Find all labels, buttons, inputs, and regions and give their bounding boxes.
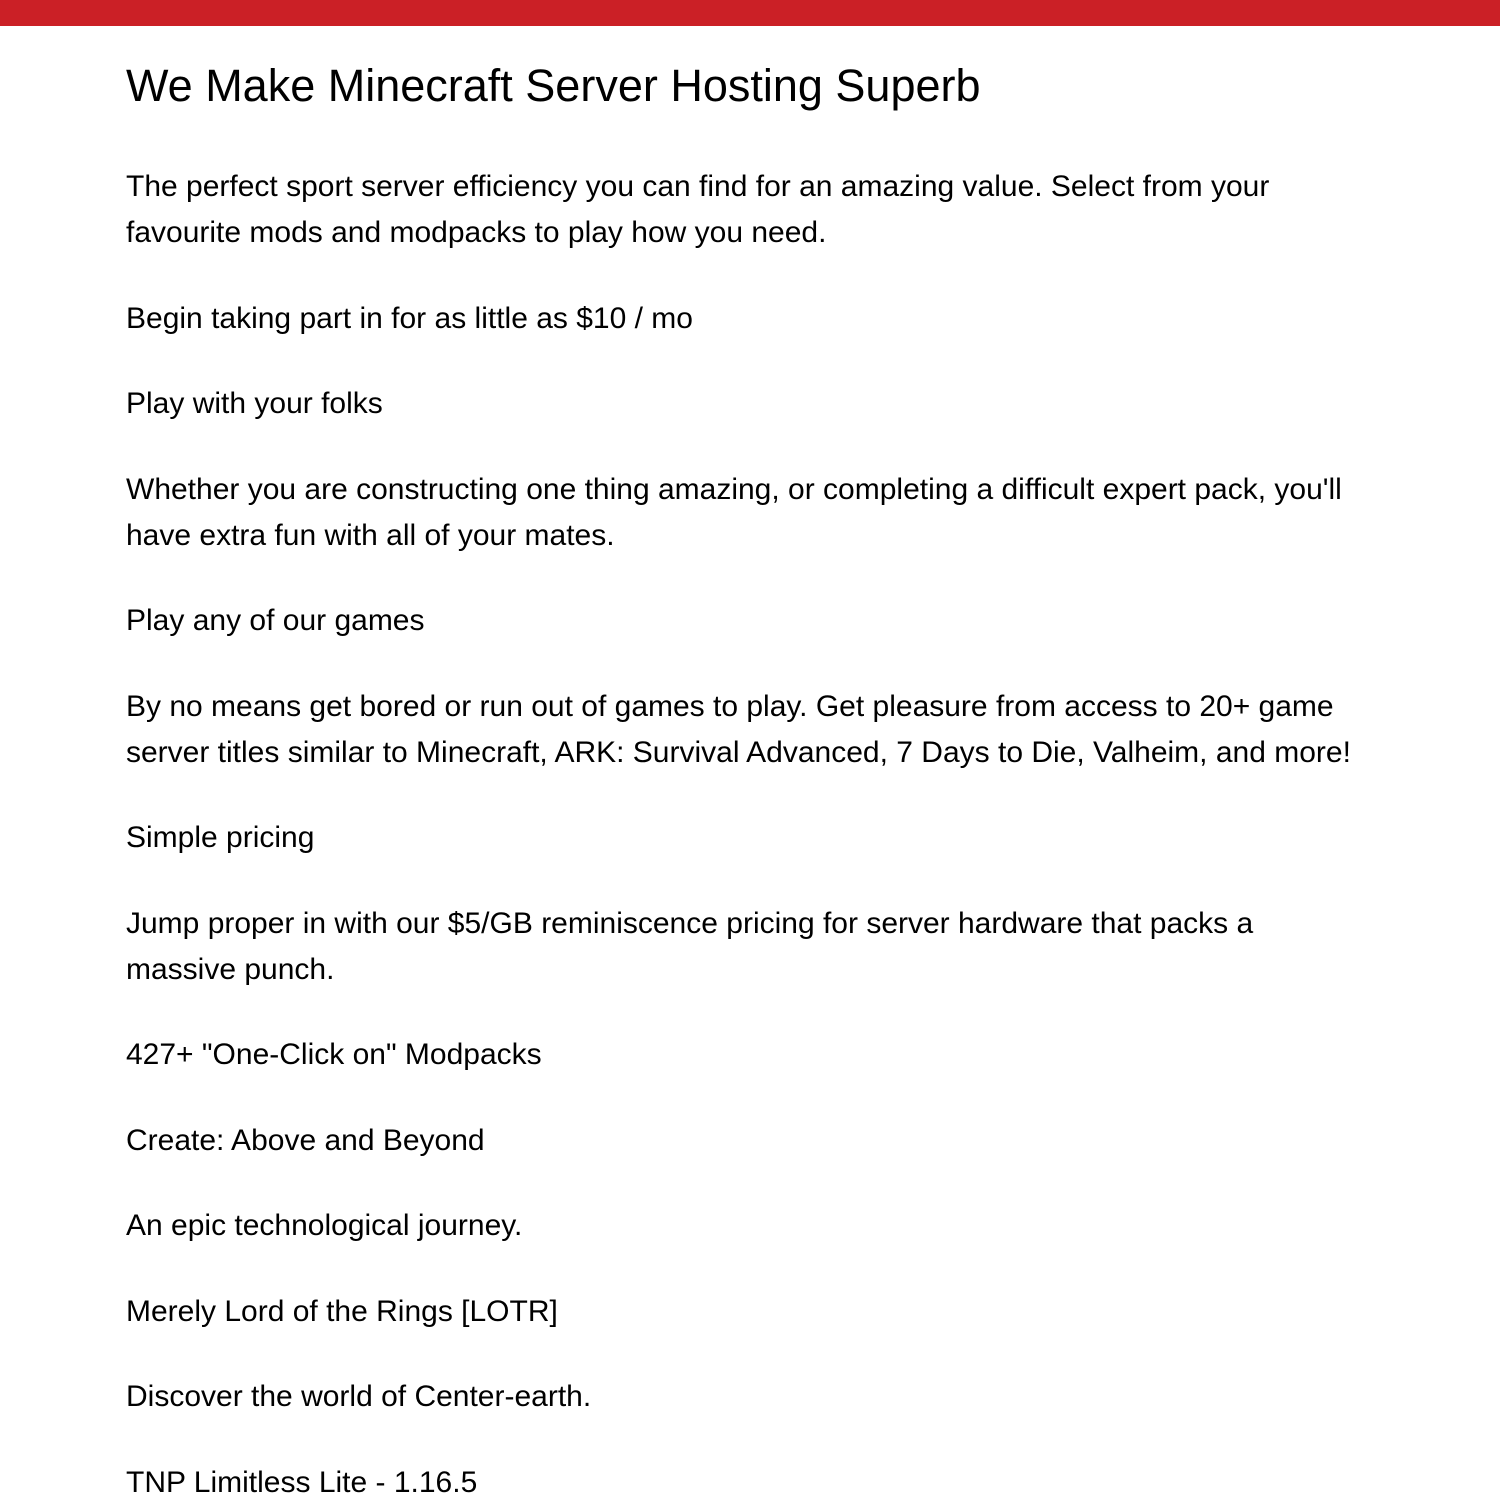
paragraph-simple-pricing-heading: Simple pricing (126, 821, 315, 854)
paragraph-modpack-lotr: Merely Lord of the Rings [LOTR] (126, 1294, 558, 1328)
paragraph-simple-pricing-body: Jump proper in with our $5/GB reminiscence pricing for server hardware that packs a massive punch. (126, 906, 1254, 986)
paragraph-play-with-folks-body: Whether you are constructing one thing amazing, or completing a difficult expert pack, you'll have extra fun with all of your mates. (126, 472, 1342, 552)
paragraph-play-with-folks-heading: Play with your folks (126, 387, 383, 420)
page-title: We Make Minecraft Server Hosting Superb (126, 60, 981, 111)
paragraph-modpack-tnp: TNP Limitless Lite - 1.16.5 (126, 1465, 478, 1499)
top-accent-bar (0, 0, 1500, 26)
paragraph-intro: The perfect sport server efficiency you can find for an amazing value. Select from your favourite mods and modpacks to play how you need. (126, 170, 1270, 249)
paragraph-modpack-lotr-desc: Discover the world of Center-earth. (126, 1380, 592, 1413)
paragraph-modpacks-heading: 427+ "One-Click on" Modpacks (126, 1038, 542, 1071)
article (0, 26, 1500, 1506)
paragraph-modpack-create-desc: An epic technological journey. (126, 1209, 523, 1242)
paragraph-play-any-games-heading: Play any of our games (126, 604, 425, 637)
paragraph-pricing-teaser: Begin taking part in for as little as $10 / mo (126, 301, 693, 335)
paragraph-modpack-create: Create: Above and Beyond (126, 1123, 485, 1157)
paragraph-play-any-games-body: By no means get bored or run out of games to play. Get pleasure from access to 20+ game server titles similar to Minecraft, ARK: Survival Advanced, 7 Days to Die, Valheim, and more! (126, 689, 1351, 769)
